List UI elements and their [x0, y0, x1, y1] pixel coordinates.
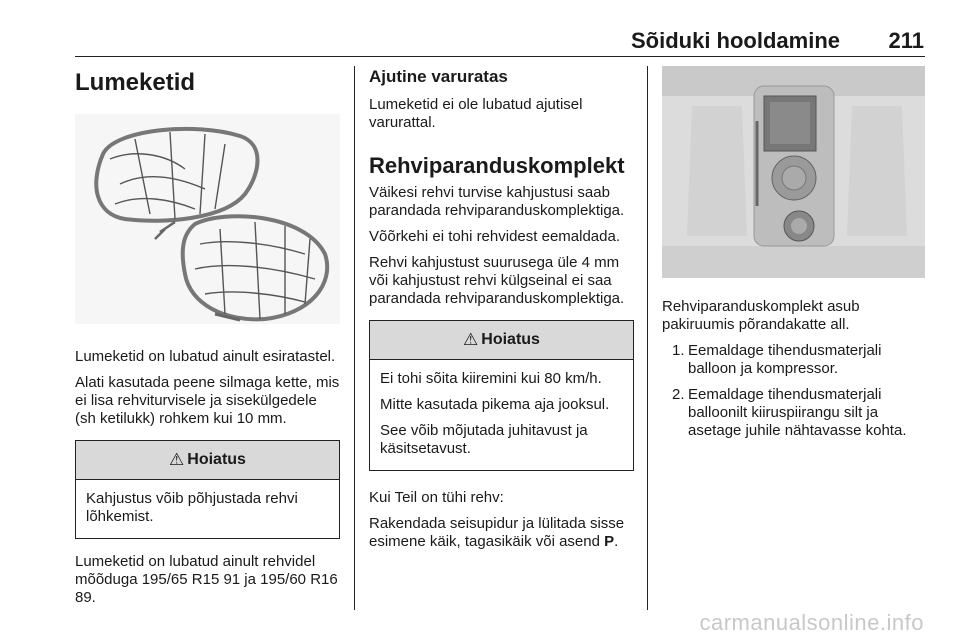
section-title: Sõiduki hooldamine — [630, 28, 840, 53]
warning-icon: ⚠ — [169, 450, 185, 469]
paragraph-fine-chains: Alati kasutada peene silmaga kette, mis ei lisa rehviturvisele ja sisekülgedele (sh ketilukk) rohkem kui 10 mm. — [75, 374, 340, 427]
warning-body — [76, 480, 339, 538]
list-item — [672, 342, 927, 378]
gear-position-p: P — [604, 533, 615, 550]
paragraph-foreign-objects: Võõrkehi ei tohi rehvidest eemaldada. — [369, 228, 620, 245]
trunk-photo — [662, 66, 925, 278]
warning-text: Kahjustus võib põhjustada rehvi lõhkemist. — [86, 490, 298, 525]
trunk-photo-drawing — [662, 66, 925, 278]
step-number: 2. — [672, 386, 685, 403]
warning-text-speed: Ei tohi sõita kiiremini kui 80 km/h. — [380, 370, 602, 387]
subheading-temporary-spare: Ajutine varuratas — [369, 67, 508, 86]
paragraph-damage-size: Rehvi kahjustust suurusega üle 4 mm või kahjustust rehvi külgseinal ei saa parandada rehviparanduskomplektiga. — [369, 254, 625, 307]
list-item — [672, 386, 927, 440]
section-heading-snow-chains: Lumeketid — [75, 69, 196, 96]
warning-text-duration: Mitte kasutada pikema aja jooksul. — [380, 396, 610, 413]
warning-icon: ⚠ — [463, 330, 479, 349]
parking-brake-text: Rakendada seisupidur ja lülitada sisse esimene käik, tagasikäik või asend — [369, 515, 625, 550]
warning-text-handling: See võib mõjutada juhitavust ja käsitsetavust. — [380, 422, 588, 457]
watermark: carmanualsonline.info — [699, 610, 924, 635]
column-divider-1 — [354, 66, 355, 610]
step-text: Eemaldage tihendusmaterjali balloonilt kiiruspiirangu silt ja asetage juhile nähtavasse kohta. — [688, 386, 907, 439]
column-1 — [75, 58, 340, 615]
paragraph-flat-tyre: Kui Teil on tühi rehv: — [369, 489, 504, 506]
warning-label: Hoiatus — [481, 331, 540, 348]
parking-brake-end: . — [614, 533, 619, 550]
step-number: 1. — [672, 342, 685, 359]
warning-body — [370, 360, 633, 470]
step-text: Eemaldage tihendusmaterjali balloon ja kompressor. — [688, 342, 882, 377]
snow-chains-drawing — [75, 114, 340, 324]
warning-header — [76, 441, 339, 480]
paragraph-small-damage: Väikesi rehvi turvise kahjustusi saab parandada rehviparanduskomplektiga. — [369, 184, 625, 219]
column-3 — [662, 58, 927, 448]
header-rule — [75, 56, 925, 57]
warning-box-repair-kit — [369, 320, 634, 471]
warning-label: Hoiatus — [187, 451, 246, 468]
paragraph-kit-location: Rehviparanduskomplekt asub pakiruumis põrandakatte all. — [662, 298, 860, 333]
column-divider-2 — [647, 66, 648, 610]
column-2 — [369, 58, 634, 559]
paragraph-front-wheels: Lumeketid on lubatud ainult esiratastel. — [75, 348, 336, 365]
steps-list — [662, 342, 927, 440]
warning-box-chains — [75, 440, 340, 539]
paragraph-tyre-sizes: Lumeketid on lubatud ainult rehvidel mõõduga 195/65 R15 91 ja 195/60 R16 89. — [75, 553, 338, 606]
section-heading-repair-kit: Rehviparanduskomplekt — [369, 153, 625, 178]
page-number: 211 — [888, 28, 924, 53]
paragraph-parking-brake — [369, 515, 634, 551]
warning-header — [370, 321, 633, 360]
paragraph-temporary-spare: Lumeketid ei ole lubatud ajutisel varurattal. — [369, 96, 583, 131]
snow-chains-illustration — [75, 114, 340, 324]
